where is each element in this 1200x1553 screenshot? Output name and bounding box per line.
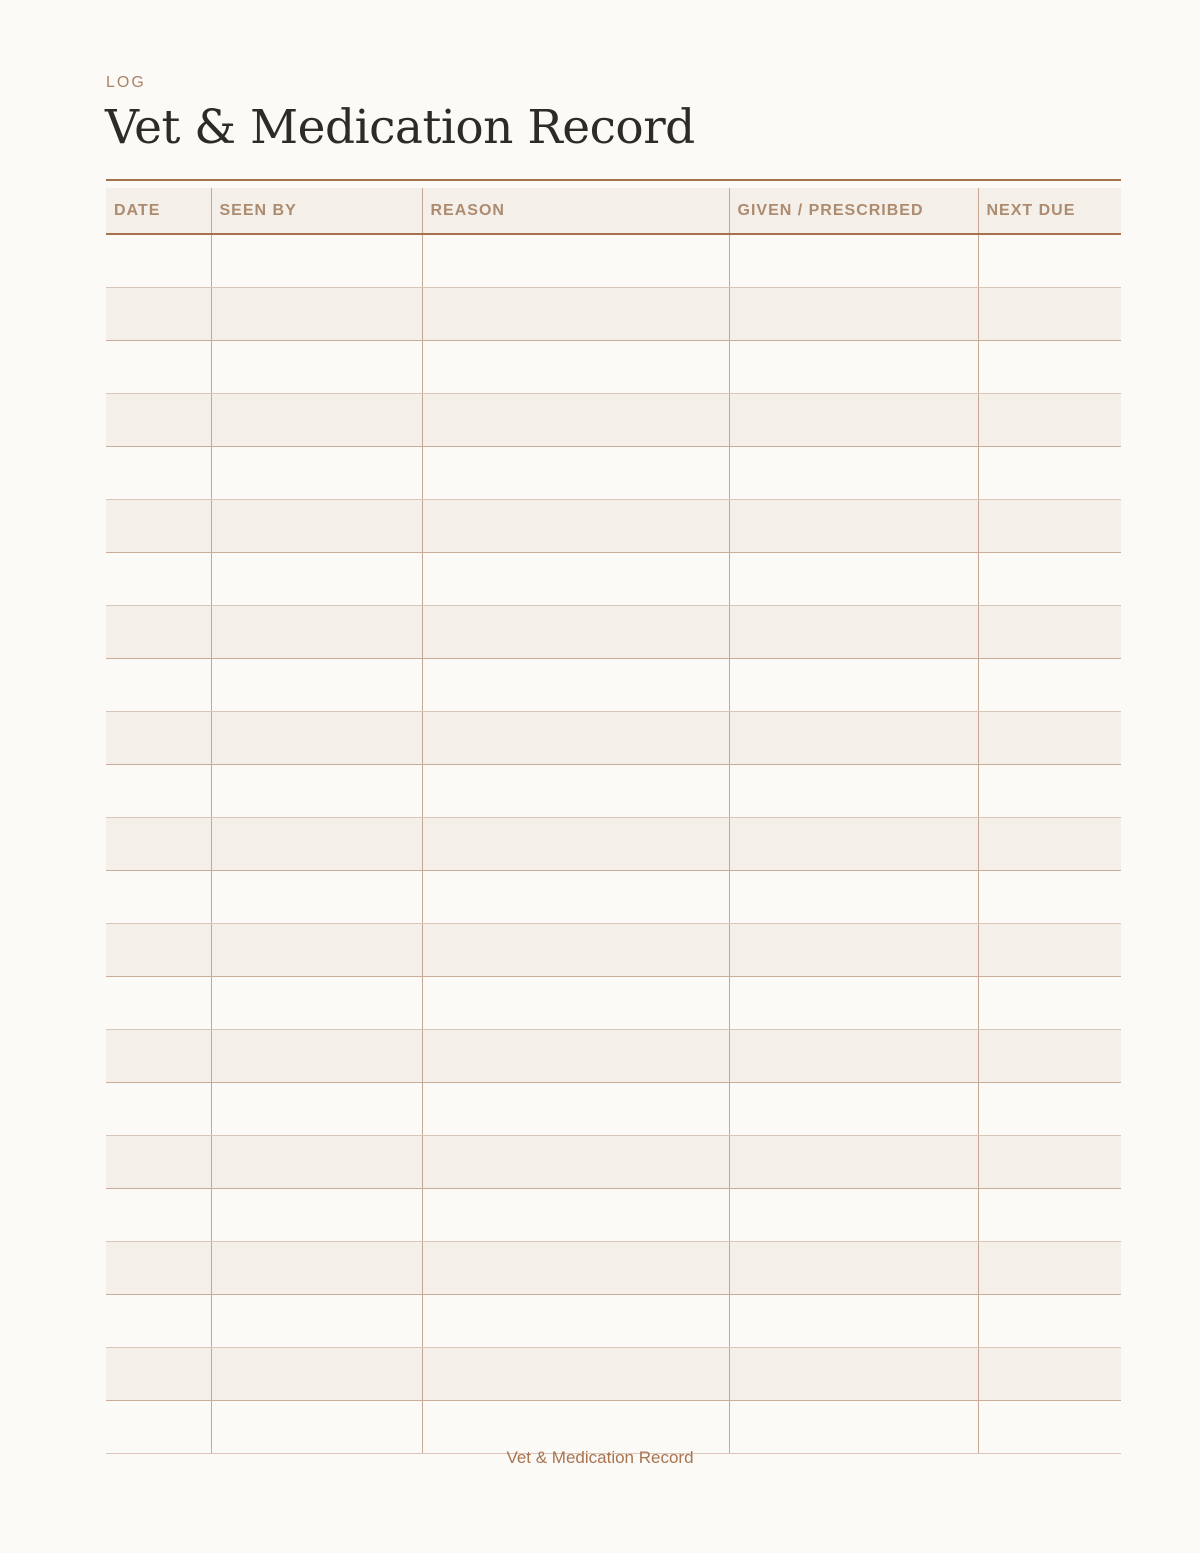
table-cell-reason — [422, 1241, 729, 1294]
table-cell-next-due — [978, 1135, 1121, 1188]
table-cell-date — [106, 870, 211, 923]
table-cell-seen-by — [211, 1082, 422, 1135]
table-cell-next-due — [978, 658, 1121, 711]
table-row — [106, 870, 1121, 923]
table-cell-given-prescribed — [729, 923, 978, 976]
table-cell-given-prescribed — [729, 1241, 978, 1294]
table-cell-date — [106, 1347, 211, 1400]
table-cell-next-due — [978, 923, 1121, 976]
table-cell-reason — [422, 1029, 729, 1082]
table-cell-given-prescribed — [729, 1400, 978, 1453]
table-cell-date — [106, 1082, 211, 1135]
column-header-seen-by: SEEN BY — [211, 188, 422, 234]
table-cell-seen-by — [211, 605, 422, 658]
table-cell-reason — [422, 1347, 729, 1400]
table-cell-date — [106, 1029, 211, 1082]
column-header-reason: REASON — [422, 188, 729, 234]
table-cell-seen-by — [211, 340, 422, 393]
table-cell-given-prescribed — [729, 1135, 978, 1188]
table-cell-next-due — [978, 605, 1121, 658]
table-row — [106, 1241, 1121, 1294]
table-cell-next-due — [978, 1029, 1121, 1082]
page-title: Vet & Medication Record — [105, 100, 695, 155]
table-row — [106, 499, 1121, 552]
table-cell-reason — [422, 976, 729, 1029]
table-cell-seen-by — [211, 552, 422, 605]
table-row — [106, 393, 1121, 446]
column-header-given-prescribed: GIVEN / PRESCRIBED — [729, 188, 978, 234]
table-cell-reason — [422, 393, 729, 446]
table-row — [106, 605, 1121, 658]
table-cell-seen-by — [211, 1294, 422, 1347]
table-row — [106, 340, 1121, 393]
table-row — [106, 1400, 1121, 1453]
table-cell-given-prescribed — [729, 340, 978, 393]
table-cell-date — [106, 658, 211, 711]
table-row — [106, 446, 1121, 499]
table-cell-given-prescribed — [729, 764, 978, 817]
table-body — [106, 234, 1121, 1453]
table-row — [106, 976, 1121, 1029]
table-cell-date — [106, 1241, 211, 1294]
table-cell-next-due — [978, 817, 1121, 870]
table-cell-seen-by — [211, 711, 422, 764]
table-row — [106, 287, 1121, 340]
table-cell-reason — [422, 1082, 729, 1135]
table-cell-reason — [422, 764, 729, 817]
table-cell-date — [106, 764, 211, 817]
table-cell-seen-by — [211, 817, 422, 870]
table-cell-given-prescribed — [729, 234, 978, 287]
table-cell-next-due — [978, 1294, 1121, 1347]
table-row — [106, 658, 1121, 711]
table-cell-reason — [422, 923, 729, 976]
table-cell-reason — [422, 711, 729, 764]
table-cell-given-prescribed — [729, 605, 978, 658]
table-row — [106, 711, 1121, 764]
table-cell-given-prescribed — [729, 499, 978, 552]
table-cell-date — [106, 605, 211, 658]
table-cell-next-due — [978, 234, 1121, 287]
table-cell-given-prescribed — [729, 711, 978, 764]
table-cell-next-due — [978, 1241, 1121, 1294]
table-cell-seen-by — [211, 1188, 422, 1241]
table-cell-seen-by — [211, 764, 422, 817]
table-cell-seen-by — [211, 446, 422, 499]
table-cell-date — [106, 1188, 211, 1241]
table-cell-reason — [422, 499, 729, 552]
table-cell-seen-by — [211, 287, 422, 340]
table-cell-reason — [422, 1294, 729, 1347]
table-row — [106, 1294, 1121, 1347]
table-cell-reason — [422, 340, 729, 393]
table-cell-next-due — [978, 287, 1121, 340]
table-cell-next-due — [978, 870, 1121, 923]
table-cell-seen-by — [211, 923, 422, 976]
table-cell-given-prescribed — [729, 1347, 978, 1400]
table-cell-reason — [422, 605, 729, 658]
table-cell-given-prescribed — [729, 658, 978, 711]
table-cell-reason — [422, 1400, 729, 1453]
table-row — [106, 923, 1121, 976]
table-cell-reason — [422, 658, 729, 711]
table-cell-seen-by — [211, 976, 422, 1029]
table-cell-next-due — [978, 499, 1121, 552]
table-row — [106, 1135, 1121, 1188]
table-row — [106, 1029, 1121, 1082]
table-cell-given-prescribed — [729, 976, 978, 1029]
table-cell-reason — [422, 1188, 729, 1241]
table-cell-next-due — [978, 552, 1121, 605]
table-cell-seen-by — [211, 393, 422, 446]
table-cell-reason — [422, 287, 729, 340]
table-cell-next-due — [978, 976, 1121, 1029]
table-cell-next-due — [978, 764, 1121, 817]
table-cell-date — [106, 817, 211, 870]
table-cell-given-prescribed — [729, 1294, 978, 1347]
table-cell-date — [106, 976, 211, 1029]
record-table — [106, 188, 1121, 1454]
table-cell-date — [106, 234, 211, 287]
table-cell-date — [106, 923, 211, 976]
table-cell-next-due — [978, 1400, 1121, 1453]
table-cell-seen-by — [211, 1241, 422, 1294]
table-cell-seen-by — [211, 658, 422, 711]
table-cell-given-prescribed — [729, 393, 978, 446]
table-cell-reason — [422, 1135, 729, 1188]
table-cell-seen-by — [211, 870, 422, 923]
table-cell-seen-by — [211, 499, 422, 552]
table-cell-date — [106, 552, 211, 605]
table-cell-date — [106, 711, 211, 764]
table-cell-given-prescribed — [729, 870, 978, 923]
table-cell-seen-by — [211, 234, 422, 287]
table-cell-given-prescribed — [729, 446, 978, 499]
table-row — [106, 552, 1121, 605]
table-cell-seen-by — [211, 1347, 422, 1400]
title-divider — [106, 179, 1121, 181]
column-header-next-due: NEXT DUE — [978, 188, 1121, 234]
table-cell-next-due — [978, 711, 1121, 764]
table-cell-reason — [422, 870, 729, 923]
table-cell-seen-by — [211, 1029, 422, 1082]
table-cell-next-due — [978, 446, 1121, 499]
table-cell-date — [106, 1294, 211, 1347]
table-row — [106, 1347, 1121, 1400]
table-header-row — [106, 188, 1121, 234]
table-cell-next-due — [978, 1082, 1121, 1135]
table-cell-next-due — [978, 1347, 1121, 1400]
section-label: LOG — [106, 74, 146, 91]
table-cell-date — [106, 287, 211, 340]
table-cell-seen-by — [211, 1400, 422, 1453]
table-cell-date — [106, 446, 211, 499]
table-cell-next-due — [978, 1188, 1121, 1241]
table-cell-next-due — [978, 393, 1121, 446]
table-cell-reason — [422, 817, 729, 870]
table-cell-given-prescribed — [729, 1188, 978, 1241]
table-cell-reason — [422, 446, 729, 499]
table-row — [106, 817, 1121, 870]
table-row — [106, 1188, 1121, 1241]
page-footer: Vet & Medication Record — [506, 1448, 694, 1467]
table-cell-given-prescribed — [729, 1082, 978, 1135]
table-cell-given-prescribed — [729, 1029, 978, 1082]
table-cell-seen-by — [211, 1135, 422, 1188]
table-cell-date — [106, 499, 211, 552]
table-cell-date — [106, 393, 211, 446]
table-cell-given-prescribed — [729, 552, 978, 605]
table-row — [106, 1082, 1121, 1135]
table-cell-date — [106, 1135, 211, 1188]
table-cell-given-prescribed — [729, 817, 978, 870]
table-row — [106, 764, 1121, 817]
table-cell-given-prescribed — [729, 287, 978, 340]
column-header-date: DATE — [106, 188, 211, 234]
table-cell-reason — [422, 234, 729, 287]
table-row — [106, 234, 1121, 287]
table-cell-reason — [422, 552, 729, 605]
table-cell-date — [106, 340, 211, 393]
table-cell-date — [106, 1400, 211, 1453]
table-cell-next-due — [978, 340, 1121, 393]
